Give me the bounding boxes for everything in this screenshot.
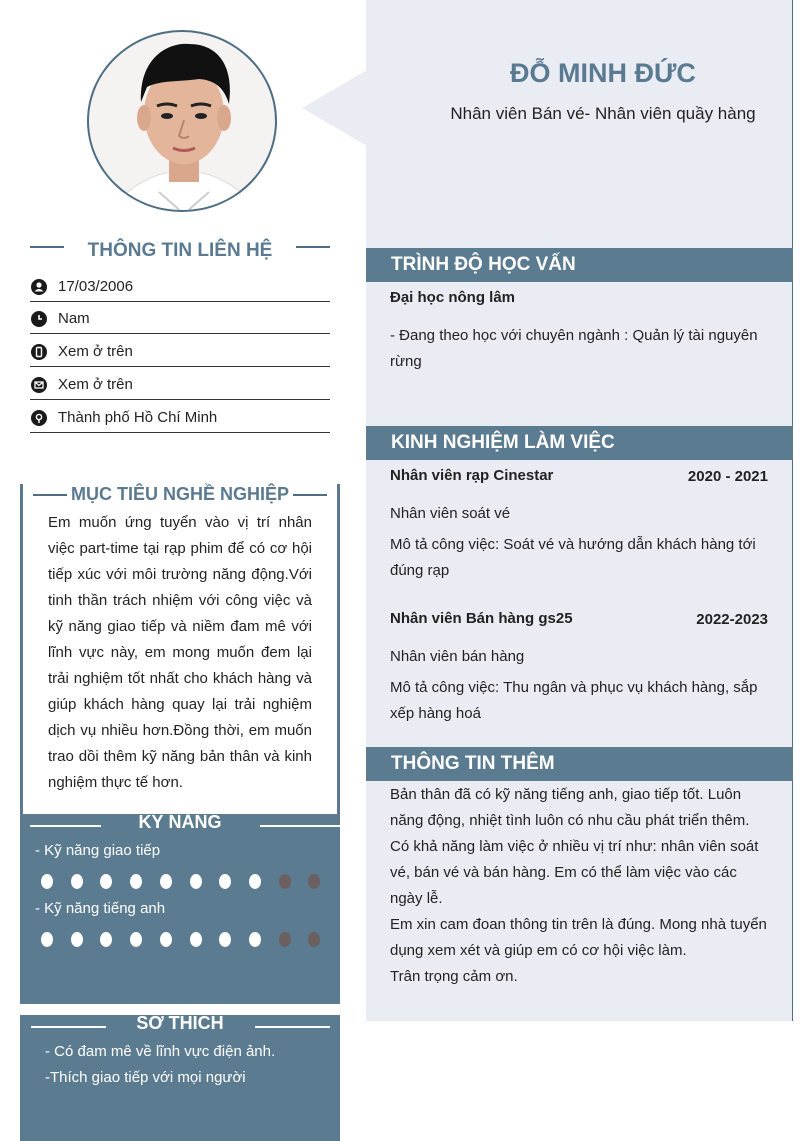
hobbies-title-line-left bbox=[31, 1026, 106, 1028]
phone-icon bbox=[31, 344, 47, 360]
contact-phone: Xem ở trên bbox=[58, 343, 133, 360]
contact-row-phone bbox=[30, 335, 330, 367]
job-company: Nhân viên rạp Cinestar bbox=[390, 467, 554, 484]
mail-icon bbox=[31, 377, 47, 393]
skill-dot-filled bbox=[41, 932, 53, 947]
contact-row-location bbox=[30, 401, 330, 433]
job-period: 2022-2023 bbox=[696, 611, 768, 628]
objective-title-line-left bbox=[33, 494, 67, 496]
contact-row-gender bbox=[30, 302, 330, 334]
avatar-photo bbox=[89, 32, 277, 212]
education-school: Đại học nông lâm bbox=[390, 289, 516, 306]
contact-row-birthday bbox=[30, 270, 330, 302]
experience-title: KINH NGHIỆM LÀM VIỆC bbox=[391, 432, 615, 453]
skill-dot-filled bbox=[249, 932, 261, 947]
right-column-border bbox=[792, 0, 793, 1021]
contact-email: Xem ở trên bbox=[58, 376, 133, 393]
skill-dot-filled bbox=[71, 874, 83, 889]
contact-birthday: 17/03/2006 bbox=[58, 278, 134, 295]
job-description: Mô tả công việc: Soát vé và hướng dẫn khách hàng tới đúng rạp bbox=[390, 536, 756, 579]
job-period: 2020 - 2021 bbox=[687, 468, 768, 485]
objective-text: Em muốn ứng tuyển vào vị trí nhân việc part-time tại rạp phim để có cơ hội tiếp xúc với môi trường năng động.Với tinh thần trách nhiệm với công việc và kỹ năng giao tiếp và niềm đam mê với lĩnh vực này, em mong muốn đem lại trải nghiệm tốt nhất cho khách hàng và giúp khách hàng quay lại trải nghiệm dịch vụ nhiều hơn.Đồng thời, em muốn trao dồi thêm kỹ năng bản thân và kinh nghiệm thực tế hơn. bbox=[48, 514, 312, 791]
contact-location: Thành phố Hồ Chí Minh bbox=[58, 409, 218, 426]
contact-title-line-left bbox=[30, 246, 64, 248]
skills-title-line-right bbox=[260, 825, 340, 827]
additional-paragraph: Trân trọng cảm ơn. bbox=[390, 968, 518, 985]
objective-title-line-right bbox=[293, 494, 327, 496]
skill-dot-filled bbox=[190, 874, 202, 889]
education-detail: - Đang theo học với chuyên ngành : Quản lý tài nguyên rừng bbox=[390, 327, 758, 370]
job-role: Nhân viên soát vé bbox=[390, 505, 511, 522]
education-title: TRÌNH ĐỘ HỌC VẤN bbox=[391, 254, 576, 275]
hobbies-title-line-right bbox=[255, 1026, 330, 1028]
job-company: Nhân viên Bán hàng gs25 bbox=[390, 610, 573, 627]
additional-title: THÔNG TIN THÊM bbox=[391, 753, 555, 774]
skills-title-line-left bbox=[30, 825, 101, 827]
person-icon bbox=[31, 279, 47, 295]
skill-name: - Kỹ năng tiếng anh bbox=[35, 900, 166, 917]
contact-title-line-right bbox=[296, 246, 330, 248]
additional-header bbox=[366, 747, 793, 781]
skill-dot-filled bbox=[160, 874, 172, 889]
skill-dot-filled bbox=[130, 874, 142, 889]
skill-dot-filled bbox=[130, 932, 142, 947]
objective-title: MỤC TIÊU NGHỀ NGHIỆP bbox=[70, 484, 289, 504]
additional-paragraph: Em xin cam đoan thông tin trên là đúng. Mong nhà tuyển dụng xem xét và giúp em có cơ hội việc làm. bbox=[390, 916, 767, 959]
contact-gender: Nam bbox=[58, 310, 90, 327]
skill-name: - Kỹ năng giao tiếp bbox=[35, 842, 161, 859]
contact-title: THÔNG TIN LIÊN HỆ bbox=[87, 240, 273, 261]
skill-dot-filled bbox=[71, 932, 83, 947]
avatar bbox=[87, 30, 277, 212]
additional-paragraph: Có khả năng làm việc ở nhiều vị trí như: nhân viên soát vé, bán vé và bán hàng. Em có thể làm việc vào các ngày lễ. bbox=[390, 838, 759, 907]
skills-title: KỸ NĂNG bbox=[138, 812, 222, 832]
additional-paragraph: Bản thân đã có kỹ năng tiếng anh, giao tiếp tốt. Luôn năng động, nhiệt tình luôn có nhu cầu phát triển thêm. bbox=[390, 786, 750, 829]
candidate-name: ĐỖ MINH ĐỨC bbox=[510, 58, 696, 88]
experience-header bbox=[366, 426, 793, 460]
hobby-item: -Thích giao tiếp với mọi người bbox=[45, 1069, 246, 1086]
skill-dot-empty bbox=[279, 932, 291, 947]
job-role: Nhân viên bán hàng bbox=[390, 648, 525, 665]
location-icon bbox=[31, 410, 47, 426]
job-description: Mô tả công việc: Thu ngân và phục vụ khách hàng, sắp xếp hàng hoá bbox=[390, 679, 758, 722]
job-title: Nhân viên Bán vé- Nhân viên quầy hàng bbox=[450, 104, 756, 123]
skill-dot-empty bbox=[279, 874, 291, 889]
hobby-item: - Có đam mê về lĩnh vực điện ảnh. bbox=[45, 1043, 276, 1060]
hobbies-title: SỞ THÍCH bbox=[136, 1013, 224, 1033]
skill-dot-filled bbox=[41, 874, 53, 889]
skill-dot-filled bbox=[160, 932, 172, 947]
skill-dot-filled bbox=[249, 874, 261, 889]
skill-dot-filled bbox=[190, 932, 202, 947]
speech-pointer bbox=[302, 70, 367, 146]
contact-row-email bbox=[30, 368, 330, 400]
education-header bbox=[366, 248, 793, 282]
clock-icon bbox=[31, 311, 47, 327]
